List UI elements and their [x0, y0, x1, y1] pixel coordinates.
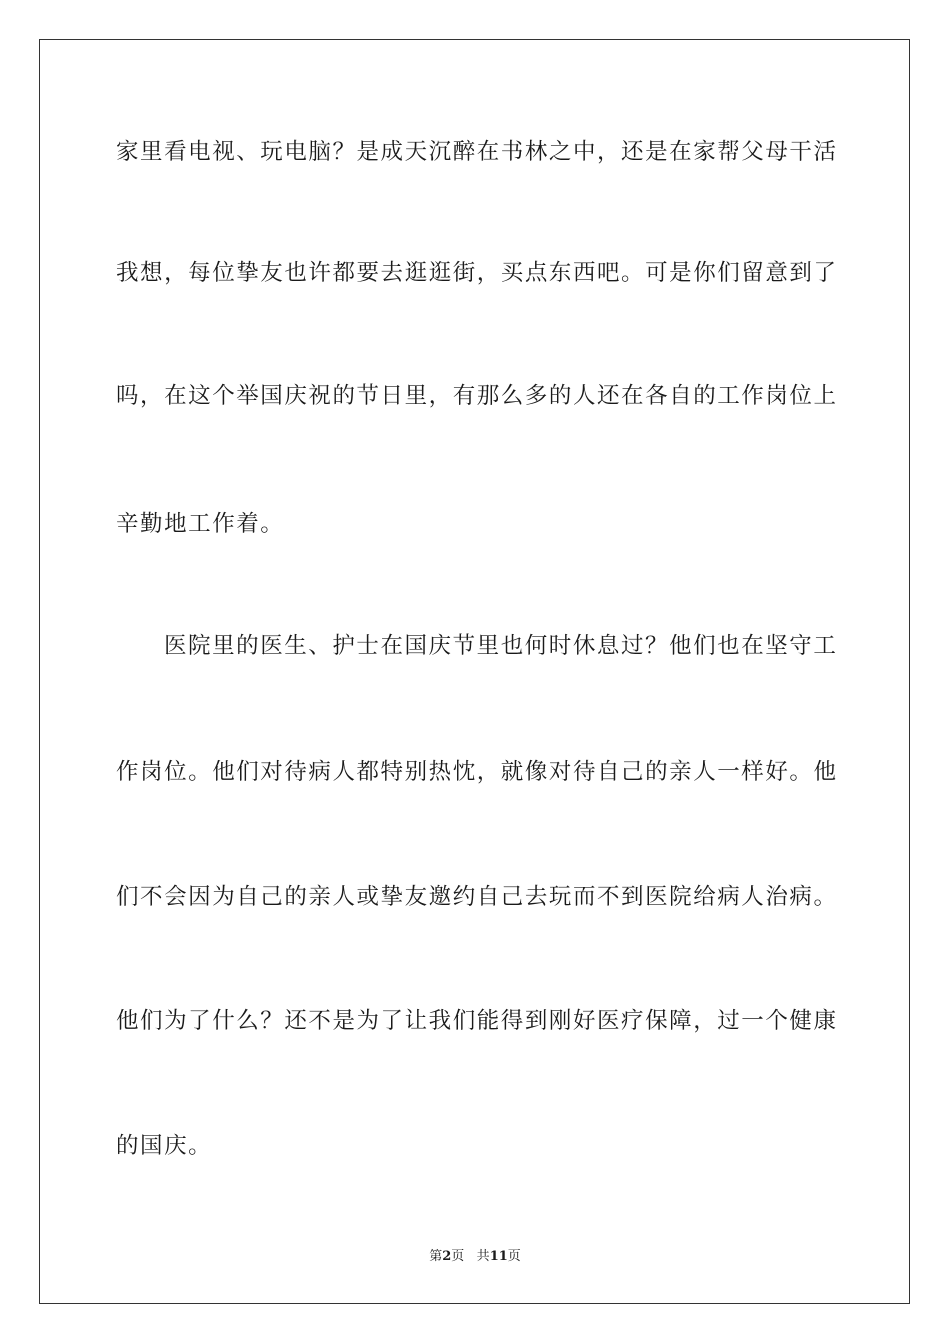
footer-total-suffix: 页 [507, 1249, 521, 1264]
footer-total-pages: 11 [489, 1249, 508, 1264]
footer-page-suffix: 页 [451, 1249, 465, 1264]
page-border [39, 39, 910, 1304]
page-footer [0, 1248, 950, 1266]
text-line-6: 作岗位。他们对待病人都特别热忱，就像对待自己的亲人一样好。他 [116, 759, 838, 785]
footer-page-prefix: 第 [429, 1249, 443, 1264]
text-line-3: 吗，在这个举国庆祝的节日里，有那么多的人还在各自的工作岗位上 [116, 383, 838, 409]
footer-page-number: 2 [442, 1249, 452, 1264]
text-line-4: 辛勤地工作着。 [116, 511, 285, 537]
text-line-2: 我想，每位挚友也许都要去逛逛街，买点东西吧。可是你们留意到了 [116, 260, 838, 286]
text-line-8: 他们为了什么？还不是为了让我们能得到刚好医疗保障，过一个健康 [116, 1008, 838, 1034]
text-line-7: 们不会因为自己的亲人或挚友邀约自己去玩而不到医院给病人治病。 [116, 884, 838, 910]
text-line-1: 家里看电视、玩电脑？是成天沉醉在书林之中，还是在家帮父母干活 [116, 139, 838, 165]
footer-total-prefix: 共 [476, 1249, 490, 1264]
text-line-9: 的国庆。 [116, 1133, 213, 1159]
text-line-5-paragraph-start: 医院里的医生、护士在国庆节里也何时休息过？他们也在坚守工 [164, 633, 838, 659]
